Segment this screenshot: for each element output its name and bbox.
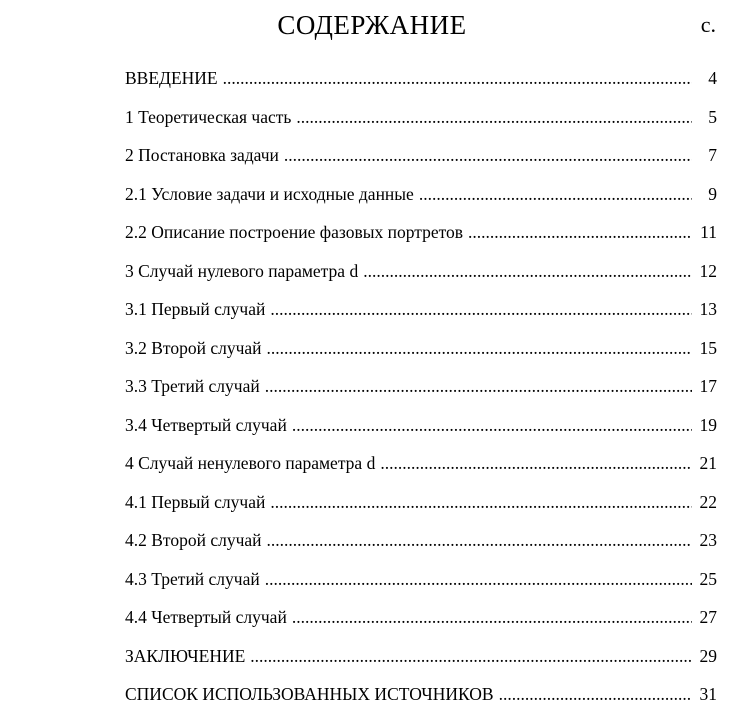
toc-entry [125, 415, 717, 436]
toc-dot-leader [292, 607, 692, 628]
toc-entry [125, 68, 717, 89]
toc-entry-page: 5 [708, 106, 717, 127]
toc-entry [125, 684, 717, 705]
toc-entry [125, 492, 717, 513]
toc-entry-page: 13 [699, 299, 717, 319]
toc-entry-label: 3.2 Второй случай [125, 337, 262, 358]
toc-entry-label: 3.4 Четвертый случай [125, 414, 287, 435]
toc-entry-page: 9 [708, 183, 717, 204]
toc-entry-page: 29 [699, 645, 717, 666]
toc-dot-leader [267, 338, 692, 359]
toc-entry [125, 184, 717, 205]
toc-entry-label: 3 Случай нулевого параметра d [125, 260, 359, 281]
toc-entry [125, 569, 717, 590]
toc-dot-leader [296, 107, 692, 128]
toc-entry-label: ВВЕДЕНИЕ [125, 68, 218, 88]
toc-dot-leader [270, 299, 692, 320]
toc-entry-page: 17 [699, 376, 717, 396]
toc-dot-leader [270, 492, 692, 513]
toc-entry [125, 646, 717, 667]
toc-entry [125, 607, 717, 628]
toc-entry-page: 4 [708, 68, 717, 88]
toc-entry-page: 7 [708, 145, 717, 165]
toc-entry-label: СПИСОК ИСПОЛЬЗОВАННЫХ ИСТОЧНИКОВ [125, 684, 494, 704]
toc-entry-label: 4.4 Четвертый случай [125, 607, 287, 627]
toc-dot-leader [380, 453, 692, 474]
toc-entry-page: 12 [699, 260, 717, 281]
toc-entry-label: 4.2 Второй случай [125, 530, 262, 550]
toc-dot-leader [265, 569, 692, 590]
toc-dot-leader [267, 530, 692, 551]
toc-entry-label: 2.2 Описание построение фазовых портретов [125, 222, 464, 242]
toc-list [0, 68, 744, 705]
toc-entry [125, 261, 717, 282]
toc-entry [125, 299, 717, 320]
toc-entry-label: ЗАКЛЮЧЕНИЕ [125, 645, 246, 666]
toc-entry-page: 19 [699, 414, 717, 435]
toc-dot-leader [284, 145, 692, 166]
toc-entry-label: 2.1 Условие задачи и исходные данные [125, 183, 414, 204]
toc-entry-page: 31 [699, 684, 717, 704]
toc-entry [125, 107, 717, 128]
toc-entry-label: 3.3 Третий случай [125, 376, 260, 396]
toc-entry-label: 3.1 Первый случай [125, 299, 266, 319]
toc-dot-leader [499, 684, 692, 705]
toc-entry [125, 376, 717, 397]
toc-entry-page: 23 [699, 530, 717, 550]
toc-entry-label: 1 Теоретическая часть [125, 106, 292, 127]
toc-entry-label: 4.3 Третий случай [125, 568, 260, 589]
page-column-label: с. [700, 12, 716, 37]
toc-entry [125, 338, 717, 359]
toc-dot-leader [292, 415, 692, 436]
page-title: СОДЕРЖАНИЕ [277, 10, 467, 40]
toc-dot-leader [468, 222, 692, 243]
toc-entry-label: 4.1 Первый случай [125, 491, 266, 512]
toc-entry [125, 530, 717, 551]
toc-entry-page: 21 [699, 453, 717, 473]
toc-entry [125, 222, 717, 243]
toc-dot-leader [265, 376, 692, 397]
toc-entry-page: 27 [699, 607, 717, 627]
toc-entry-label: 2 Постановка задачи [125, 145, 279, 165]
toc-header [0, 6, 744, 44]
toc-entry-label: 4 Случай ненулевого параметра d [125, 453, 376, 473]
toc-entry-page: 11 [700, 222, 717, 242]
toc-dot-leader [419, 184, 692, 205]
toc-entry [125, 145, 717, 166]
toc-entry-page: 25 [699, 568, 717, 589]
toc-dot-leader [250, 646, 692, 667]
toc-dot-leader [223, 68, 692, 89]
toc-entry-page: 15 [699, 337, 717, 358]
toc-dot-leader [363, 261, 692, 282]
toc-entry-page: 22 [699, 491, 717, 512]
toc-entry [125, 453, 717, 474]
